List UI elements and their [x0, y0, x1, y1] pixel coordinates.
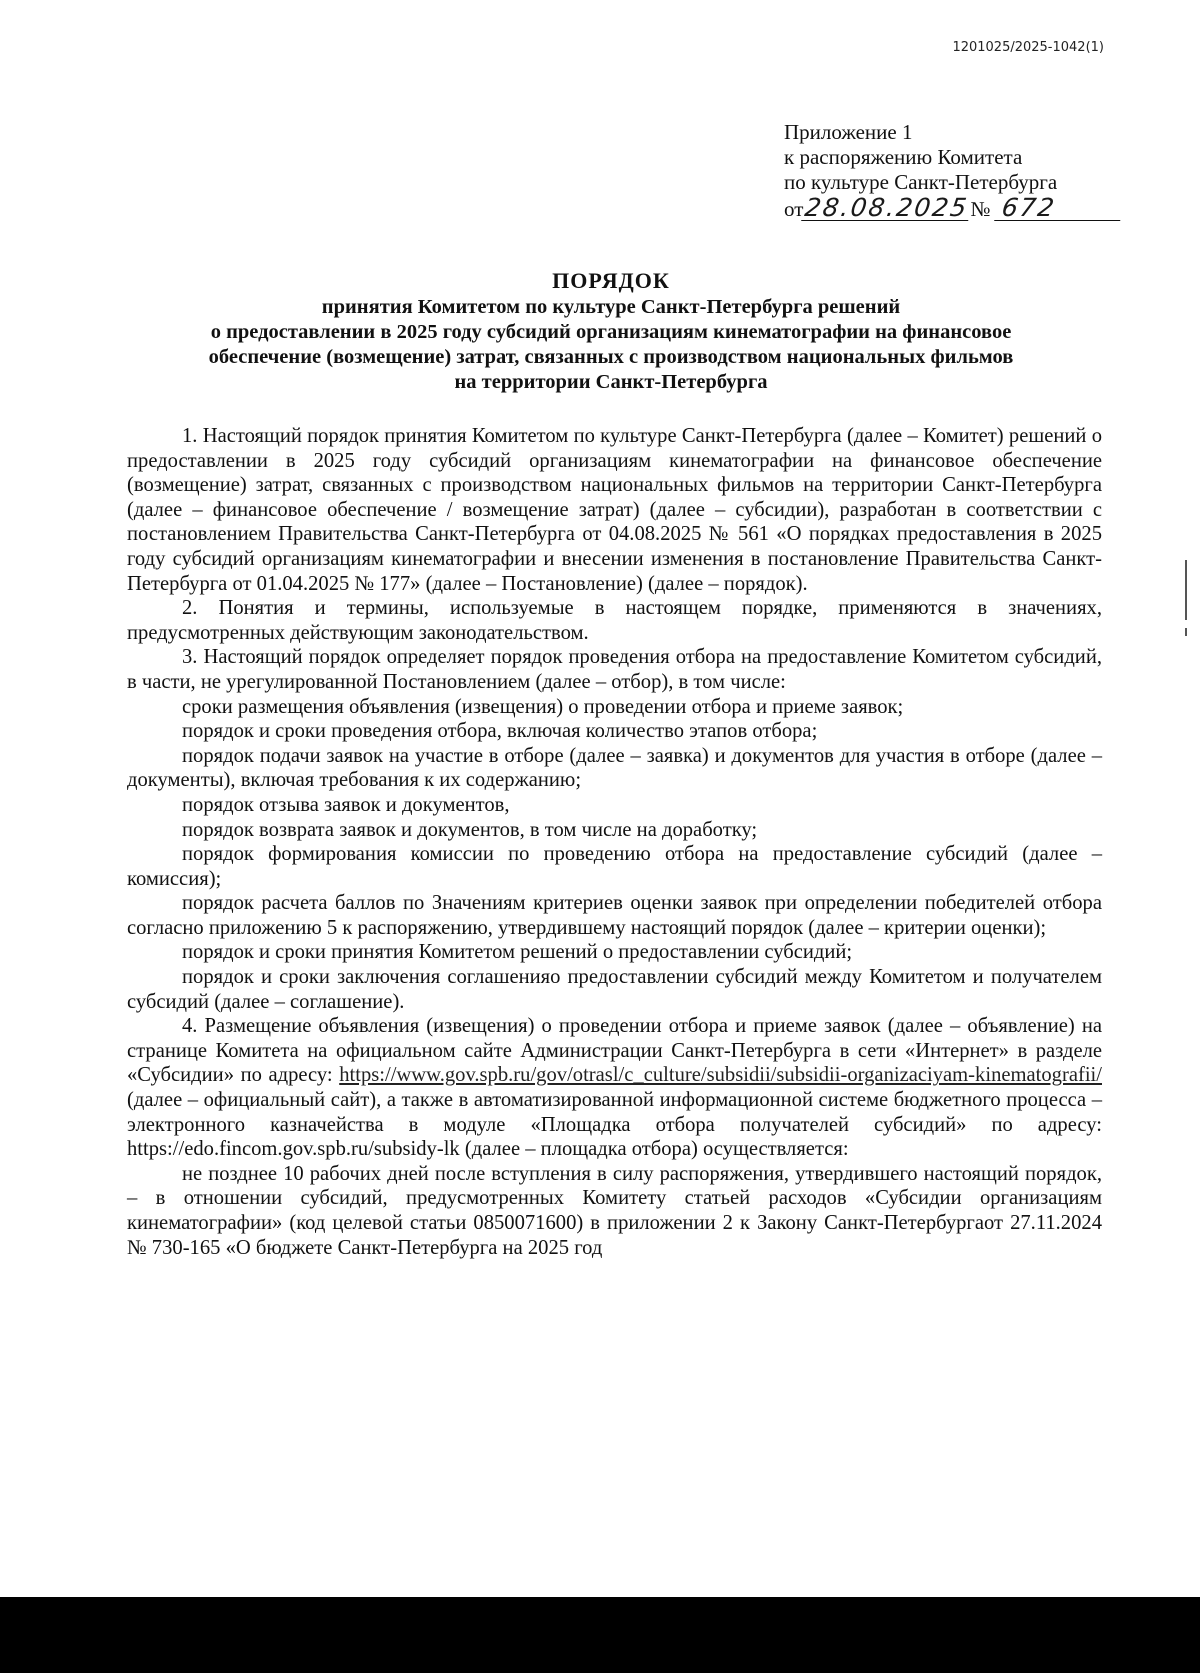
number-label: №: [970, 197, 991, 221]
appendix-line-2: к распоряжению Комитета: [784, 145, 1023, 169]
handwritten-number: 672: [994, 195, 1124, 221]
title-line-2: о предоставлении в 2025 году субсидий организациям кинематографии на финансовое: [210, 321, 1012, 343]
title-main: ПОРЯДОК: [552, 268, 670, 293]
handwritten-date: 28.08.2025: [803, 193, 971, 222]
paragraph-1: 1. Настоящий порядок принятия Комитетом по культуре Санкт-Петербурга (далее – Комитет) решений о предоставлении в 2025 году субсидий организациям кинематографии на финансовое обеспечение (возмещение) затрат, связанных с производством национальных фильмов на территории Санкт-Петербурга (далее – финансовое обеспечение / возмещение затрат) (далее – субсидии), разработан в соответствии с постановлением Правительства Санкт-Петербурга от 04.08.2025 № 561 «О порядках предоставления в 2025 году субсидий организациям кинематографии и внесении изменения в постановление Правительства Санкт-Петербурга от 01.04.2025 № 177» (далее – Постановление) (далее – порядок).: [127, 425, 1102, 595]
official-site-link[interactable]: https://www.gov.spb.ru/gov/otrasl/c_culture/subsidii/subsidii-organizaciyam-kinematografii/: [339, 1064, 1102, 1087]
title-line-3: обеспечение (возмещение) затрат, связанных с производством национальных фильмов: [208, 346, 1014, 368]
scan-bottom-border: [0, 1597, 1200, 1673]
list-item: порядок расчета баллов по Значениям критериев оценки заявок при определении победителей отбора согласно приложению 5 к распоряжению, утвердившему настоящий порядок (далее – критерии оценки);: [127, 892, 1102, 939]
list-item: порядок возврата заявок и документов, в том числе на доработку;: [182, 818, 758, 841]
paragraph-5: не позднее 10 рабочих дней после вступления в силу распоряжения, утвердившего настоящий порядок, – в отношении субсидий, предусмотренных Комитету статьей расходов «Субсидии организациям кинематографии» (код целевой статьи 0850071600) в приложении 2 к Закону Санкт-Петербургаот 27.11.2024 № 730-165 «О бюджете Санкт-Петербурга на 2025 год: [127, 1162, 1102, 1259]
appendix-line-3: по культуре Санкт-Петербурга: [784, 170, 1058, 194]
from-label: от: [784, 197, 804, 221]
document-title: [120, 268, 1102, 395]
paragraph-4: [127, 1014, 1102, 1162]
list-item: порядок и сроки проведения отбора, включая количество этапов отбора;: [182, 720, 818, 743]
document-body: [127, 424, 1102, 1260]
title-line-4: на территории Санкт-Петербурга: [454, 371, 768, 393]
list-item: порядок формирования комиссии по проведению отбора на предоставление субсидий (далее – комиссия);: [127, 843, 1102, 890]
appendix-date-number-line: [784, 195, 1104, 222]
scan-artifact: [1185, 560, 1187, 620]
paragraph-4-text-b: (далее – официальный сайт), а также в автоматизированной информационной системе бюджетного процесса – электронного казначейства в модуле «Площадка отбора получателей субсидий» по адресу: https://edo.fincom.gov.spb.ru/subsidy-lk (далее – площадка отбора) осуществляется:: [127, 1089, 1102, 1161]
title-line-1: принятия Комитетом по культуре Санкт-Петербурга решений: [321, 296, 901, 318]
list-item: сроки размещения объявления (извещения) о проведении отбора и приеме заявок;: [182, 695, 904, 718]
list-item: порядок и сроки принятия Комитетом решений о предоставлении субсидий;: [182, 941, 853, 964]
appendix-block: [784, 120, 1104, 222]
appendix-line-1: Приложение 1: [784, 120, 913, 144]
paragraph-3: 3. Настоящий порядок определяет порядок проведения отбора на предоставление Комитетом субсидий, в части, не урегулированной Постановлением (далее – отбор), в том числе:: [127, 646, 1102, 693]
list-item: порядок отзыва заявок и документов,: [182, 793, 510, 816]
scan-artifact: [1185, 628, 1187, 636]
paragraph-2: 2. Понятия и термины, используемые в настоящем порядке, применяются в значениях, предусмотренных действующим законодательством.: [127, 597, 1102, 644]
list-item: порядок подачи заявок на участие в отборе (далее – заявка) и документов для участия в отборе (далее – документы), включая требования к их содержанию;: [127, 744, 1102, 792]
paragraph-4-text-a: 4. Размещение объявления (извещения) о проведении отбора и приеме заявок (далее – объявление) на странице Комитета на официальном сайте Администрации Санкт-Петербурга в сети «Интернет» в разделе «Субсидии» по адресу:: [127, 1015, 1102, 1087]
document-registration-number: 1201025/2025-1042(1): [952, 40, 1104, 55]
list-item: порядок и сроки заключения соглашенияо предоставлении субсидий между Комитетом и получателем субсидий (далее – соглашение).: [127, 966, 1102, 1013]
